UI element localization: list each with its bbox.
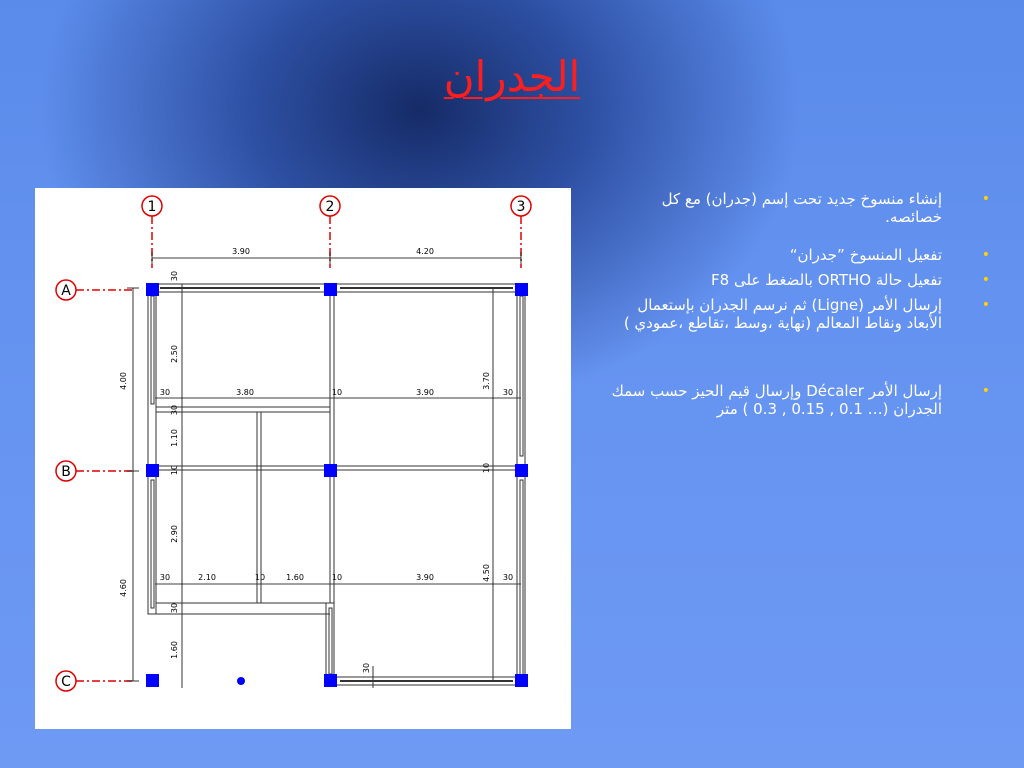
bullet-item — [604, 271, 1004, 289]
dim-top-2: 4.20 — [416, 247, 434, 256]
dim-inner-v-6: 2.90 — [170, 525, 179, 543]
bullet-item — [604, 246, 1004, 264]
dim-row2-6: 3.90 — [416, 573, 434, 582]
bullet-text: تفعيل حالة ORTHO بالضغط على F8 — [711, 271, 942, 289]
dim-right-v-1: 3.70 — [482, 372, 491, 390]
dim-row1-1: 30 — [159, 388, 171, 397]
axis-label-1: 1 — [147, 199, 157, 215]
bullet-dot: • — [981, 272, 990, 288]
dim-row2-3: 10 — [254, 573, 266, 582]
column-A3 — [515, 283, 528, 296]
bullet-dot: • — [981, 297, 990, 313]
dim-inner-v-7: 30 — [170, 602, 179, 614]
dim-row2-1: 30 — [159, 573, 171, 582]
column-C1 — [146, 674, 159, 687]
axis-label-3: 3 — [516, 199, 526, 215]
bullet-text: إنشاء منسوخ جديد تحت إسم (جدران) مع كل خصائصه. — [661, 190, 942, 226]
dim-inner-v-3: 30 — [170, 404, 179, 416]
axis-label-A: A — [61, 283, 71, 299]
bullet-text: إرسال الأمر (Ligne) ثم نرسم الجدران بإستعمال الأبعاد ونقاط المعالم (نهاية ،وسط ،تقاطع ،عمودي ) — [623, 296, 942, 332]
dim-row1-5: 30 — [502, 388, 514, 397]
dim-right-v-3: 4.50 — [482, 564, 491, 582]
bullet-item — [604, 296, 1004, 332]
bullet-dot: • — [981, 383, 990, 399]
bullet-dot: • — [981, 247, 990, 263]
column-B3 — [515, 464, 528, 477]
dim-row1-2: 3.80 — [236, 388, 254, 397]
axis-label-2: 2 — [325, 199, 335, 215]
dim-inner-v-4: 1.10 — [170, 429, 179, 447]
floor-plan-drawing — [35, 188, 571, 729]
bullet-text: تفعيل المنسوخ ”جدران“ — [789, 246, 942, 264]
dim-right-v-2: 10 — [482, 462, 491, 474]
dim-left-2: 4.60 — [119, 579, 128, 597]
column-B1 — [146, 464, 159, 477]
dim-inner-v-1: 30 — [170, 270, 179, 282]
axis-label-C: C — [61, 674, 71, 690]
dim-row1-3: 10 — [331, 388, 343, 397]
column-C2 — [324, 674, 337, 687]
dim-left-1: 4.00 — [119, 372, 128, 390]
dim-row2-4: 1.60 — [286, 573, 304, 582]
column-A1 — [146, 283, 159, 296]
floor-plan-svg — [35, 188, 571, 729]
dim-top-1: 3.90 — [232, 247, 250, 256]
dim-inner-v-8: 1.60 — [170, 641, 179, 659]
dim-row2-5: 10 — [331, 573, 343, 582]
dim-row2-2: 2.10 — [198, 573, 216, 582]
bullet-list — [604, 190, 1004, 418]
dim-bottom: 30 — [362, 662, 371, 674]
bullet-item — [604, 190, 1004, 226]
column-B2 — [324, 464, 337, 477]
column-A2 — [324, 283, 337, 296]
point-marker — [237, 677, 245, 685]
dim-inner-v-5: 10 — [170, 464, 179, 476]
bullet-text: إرسال الأمر Décaler وإرسال قيم الحيز حسب سمك الجدران (… 0.1 , 0.15 , 0.3 ) متر — [611, 382, 942, 418]
column-C3 — [515, 674, 528, 687]
dim-row1-4: 3.90 — [416, 388, 434, 397]
dim-inner-v-2: 2.50 — [170, 345, 179, 363]
slide-title: الجدران — [443, 52, 581, 101]
bullet-dot: • — [981, 191, 990, 207]
bullet-item — [604, 382, 1004, 418]
dim-row2-7: 30 — [502, 573, 514, 582]
axis-label-B: B — [61, 464, 71, 480]
